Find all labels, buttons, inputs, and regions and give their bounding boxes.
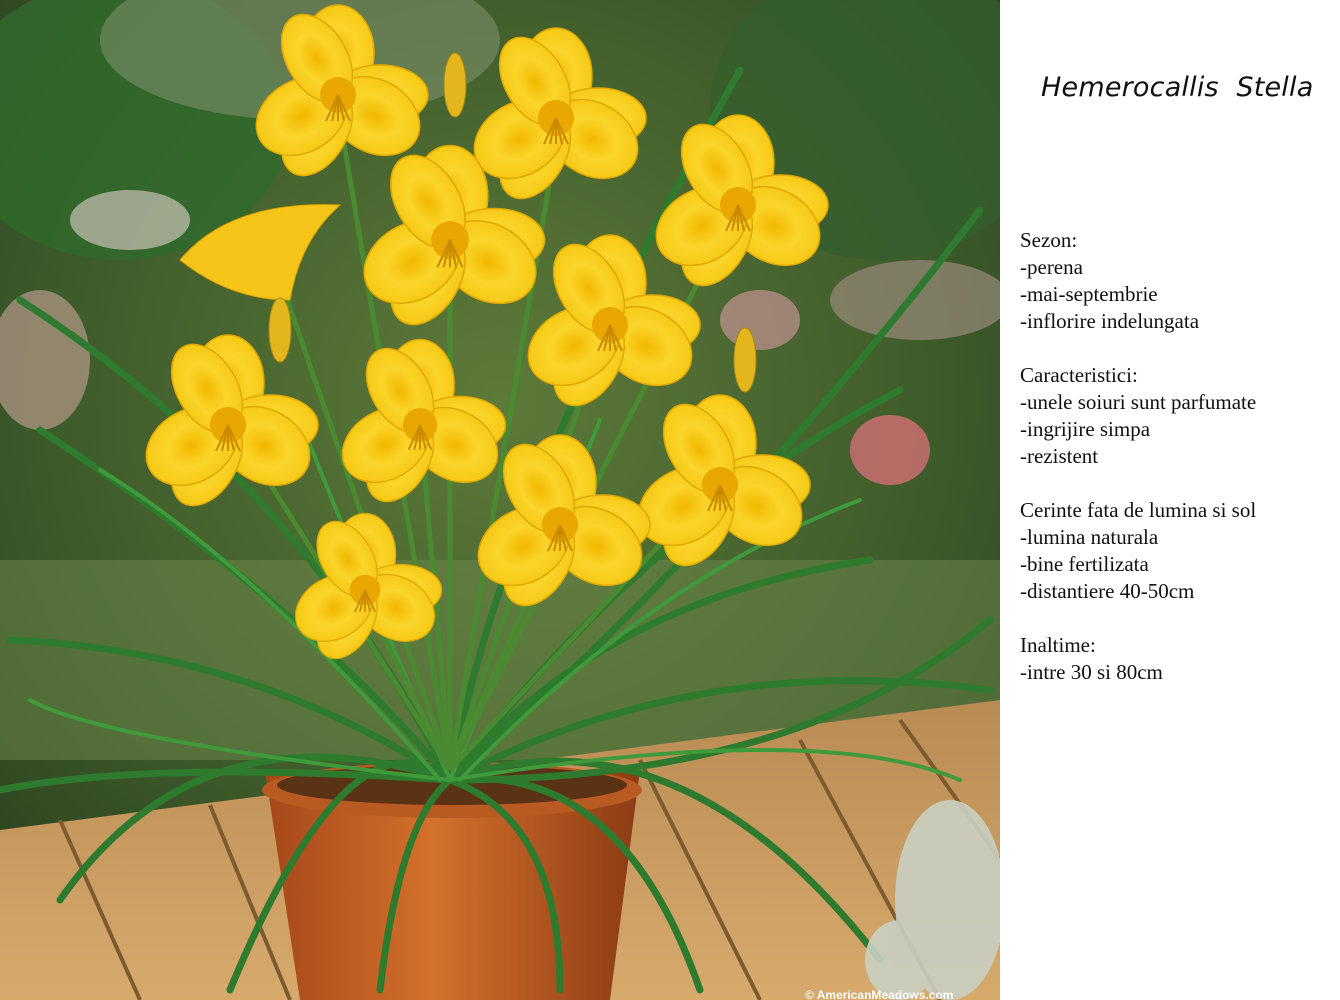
section-heading: Caracteristici: (1020, 363, 1138, 387)
description-panel (1000, 0, 1340, 1000)
section-heading: Sezon: (1020, 228, 1078, 252)
plant-details (1020, 227, 1256, 713)
plant-title: Hemerocallis Stella (1041, 72, 1314, 103)
section-caracteristici (1020, 362, 1256, 470)
section-item: -perena (1020, 255, 1083, 279)
section-item: -bine fertilizata (1020, 552, 1149, 576)
flower-bud (444, 53, 466, 117)
section-item: -mai-septembrie (1020, 282, 1158, 306)
section-item: -distantiere 40-50cm (1020, 579, 1195, 603)
section-sezon (1020, 227, 1256, 335)
section-item: -inflorire indelungata (1020, 309, 1200, 333)
section-item: -unele soiuri sunt parfumate (1020, 390, 1257, 414)
flower-bud (734, 328, 756, 392)
terracotta-pot (262, 762, 642, 1000)
section-heading: Cerinte fata de lumina si sol (1020, 498, 1257, 522)
section-cerinte (1020, 497, 1256, 605)
section-item: -intre 30 si 80cm (1020, 660, 1163, 684)
section-inaltime (1020, 632, 1256, 686)
section-item: -lumina naturala (1020, 525, 1159, 549)
section-item: -ingrijire simpa (1020, 417, 1151, 441)
flower-bud (269, 298, 291, 362)
section-heading: Inaltime: (1020, 633, 1096, 657)
section-item: -rezistent (1020, 444, 1099, 468)
photo-watermark: © AmericanMeadows.com (805, 988, 954, 1000)
